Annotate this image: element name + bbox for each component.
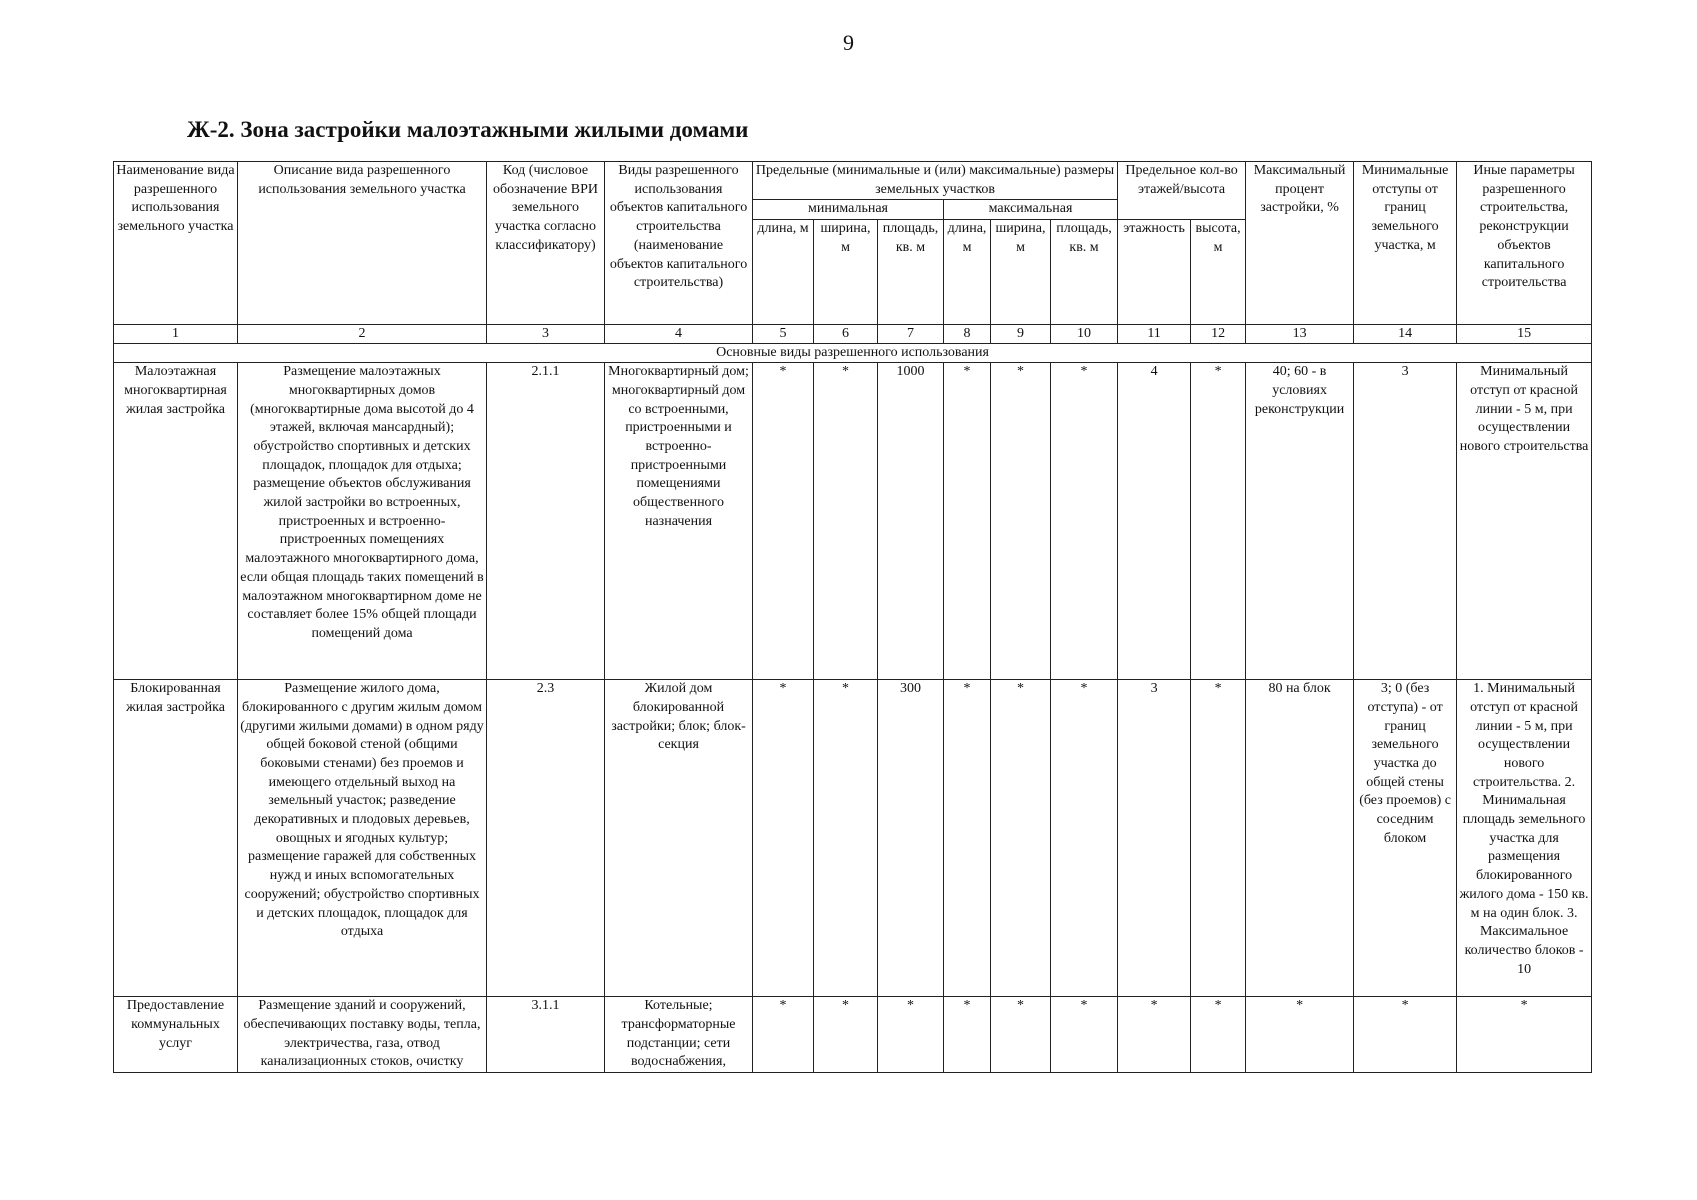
cell-objects: Многоквартирный дом; многоквартирный дом со встроенными, пристроенными и встроенно-пристроенными помещениями общественного назначения <box>605 363 753 680</box>
header-other: Иные параметры разрешенного строительства, реконструкции объектов капитального строительства <box>1457 162 1592 325</box>
cell-name: Предоставление коммунальных услуг <box>114 997 238 1073</box>
cell-other: 1. Минимальный отступ от красной линии - 5 м, при осуществлении нового строительства. 2. Минимальная площадь земельного участка для размещения блокированного жилого дома - 150 кв. м на один блок. 3. Максимальное количество блоков - 10 <box>1457 680 1592 997</box>
column-number: 14 <box>1354 325 1457 344</box>
cell-max-length: * <box>944 680 991 997</box>
cell-min-area: * <box>878 997 944 1073</box>
column-number: 6 <box>814 325 878 344</box>
cell-max-width: * <box>991 680 1051 997</box>
header-description: Описание вида разрешенного использования земельного участка <box>238 162 487 325</box>
header-max-width: ширина, м <box>991 220 1051 325</box>
column-number: 10 <box>1051 325 1118 344</box>
header-height: высота, м <box>1191 220 1246 325</box>
cell-max-area: * <box>1051 997 1118 1073</box>
cell-height: * <box>1191 997 1246 1073</box>
cell-max-length: * <box>944 997 991 1073</box>
column-numbers-row <box>114 325 1592 344</box>
table-row <box>114 680 1592 997</box>
page-title: Ж-2. Зона застройки малоэтажными жилыми домами <box>187 117 749 142</box>
column-number: 7 <box>878 325 944 344</box>
header-row <box>114 162 1592 200</box>
cell-name: Малоэтажная многоквартирная жилая застройка <box>114 363 238 680</box>
column-number: 13 <box>1246 325 1354 344</box>
column-number: 5 <box>753 325 814 344</box>
cell-objects: Жилой дом блокированной застройки; блок; блок-секция <box>605 680 753 997</box>
cell-max-percent: 40; 60 - в условиях реконструкции <box>1246 363 1354 680</box>
cell-max-width: * <box>991 997 1051 1073</box>
cell-name: Блокированная жилая застройка <box>114 680 238 997</box>
header-floors: этажность <box>1118 220 1191 325</box>
table-row <box>114 363 1592 680</box>
header-min-group: минимальная <box>753 200 944 220</box>
column-number: 1 <box>114 325 238 344</box>
header-max-group: максимальная <box>944 200 1118 220</box>
zone-parameters-table <box>113 161 1592 1073</box>
section-row <box>114 344 1592 363</box>
cell-min-width: * <box>814 997 878 1073</box>
header-min-length: длина, м <box>753 220 814 325</box>
cell-height: * <box>1191 363 1246 680</box>
cell-max-area: * <box>1051 363 1118 680</box>
column-number: 15 <box>1457 325 1592 344</box>
section-label: Основные виды разрешенного использования <box>114 344 1592 363</box>
cell-min-width: * <box>814 680 878 997</box>
header-code: Код (числовое обозначение ВРИ земельного участка согласно классификатору) <box>487 162 605 325</box>
header-setbacks: Минимальные отступы от границ земельного участка, м <box>1354 162 1457 325</box>
page-number: 9 <box>843 30 854 55</box>
header-max-area: площадь, кв. м <box>1051 220 1118 325</box>
cell-min-area: 300 <box>878 680 944 997</box>
cell-min-width: * <box>814 363 878 680</box>
cell-floors: 3 <box>1118 680 1191 997</box>
cell-objects: Котельные; трансформаторные подстанции; сети водоснабжения, <box>605 997 753 1073</box>
header-floors-group: Предельное кол-во этажей/высота <box>1118 162 1246 220</box>
cell-min-length: * <box>753 680 814 997</box>
cell-description: Размещение малоэтажных многоквартирных домов (многоквартирные дома высотой до 4 этажей, включая мансардный); обустройство спортивных и детских площадок, площадок для отдыха; размещение объектов обслуживания жилой застройки во встроенных, пристроенных и встроенно-пристроенных помещениях малоэтажного многоквартирного дома, если общая площадь таких помещений в малоэтажном многоквартирном доме не составляет более 15% общей площади помещений дома <box>238 363 487 680</box>
header-min-width: ширина, м <box>814 220 878 325</box>
cell-min-length: * <box>753 997 814 1073</box>
cell-floors: * <box>1118 997 1191 1073</box>
cell-max-percent: * <box>1246 997 1354 1073</box>
header-max-percent: Максимальный процент застройки, % <box>1246 162 1354 325</box>
cell-max-length: * <box>944 363 991 680</box>
column-number: 11 <box>1118 325 1191 344</box>
cell-code: 3.1.1 <box>487 997 605 1073</box>
cell-setbacks: * <box>1354 997 1457 1073</box>
cell-floors: 4 <box>1118 363 1191 680</box>
cell-height: * <box>1191 680 1246 997</box>
column-number: 12 <box>1191 325 1246 344</box>
cell-other: Минимальный отступ от красной линии - 5 м, при осуществлении нового строительства <box>1457 363 1592 680</box>
column-number: 8 <box>944 325 991 344</box>
cell-min-length: * <box>753 363 814 680</box>
column-number: 4 <box>605 325 753 344</box>
cell-min-area: 1000 <box>878 363 944 680</box>
cell-description: Размещение зданий и сооружений, обеспечивающих поставку воды, тепла, электричества, газа, отвод канализационных стоков, очистку <box>238 997 487 1073</box>
column-number: 2 <box>238 325 487 344</box>
cell-other: * <box>1457 997 1592 1073</box>
header-max-length: длина, м <box>944 220 991 325</box>
cell-code: 2.3 <box>487 680 605 997</box>
column-number: 9 <box>991 325 1051 344</box>
header-objects: Виды разрешенного использования объектов капитального строительства (наименование объектов капитального строительства) <box>605 162 753 325</box>
cell-code: 2.1.1 <box>487 363 605 680</box>
cell-max-percent: 80 на блок <box>1246 680 1354 997</box>
cell-description: Размещение жилого дома, блокированного с другим жилым домом (другими жилыми домами) в одном ряду общей боковой стеной (общими боковыми стенами) без проемов и имеющего отдельный выход на земельный участок; разведение декоративных и плодовых деревьев, овощных и ягодных культур; размещение гаражей для собственных нужд и иных вспомогательных сооружений; обустройство спортивных и детских площадок, площадок для отдыха <box>238 680 487 997</box>
cell-max-width: * <box>991 363 1051 680</box>
header-min-area: площадь, кв. м <box>878 220 944 325</box>
cell-max-area: * <box>1051 680 1118 997</box>
column-number: 3 <box>487 325 605 344</box>
header-sizes-group: Предельные (минимальные и (или) максимальные) размеры земельных участков <box>753 162 1118 200</box>
table-row <box>114 997 1592 1073</box>
cell-setbacks: 3 <box>1354 363 1457 680</box>
header-name: Наименование вида разрешенного использования земельного участка <box>114 162 238 325</box>
cell-setbacks: 3; 0 (без отступа) - от границ земельного участка до общей стены (без проемов) с соседним блоком <box>1354 680 1457 997</box>
